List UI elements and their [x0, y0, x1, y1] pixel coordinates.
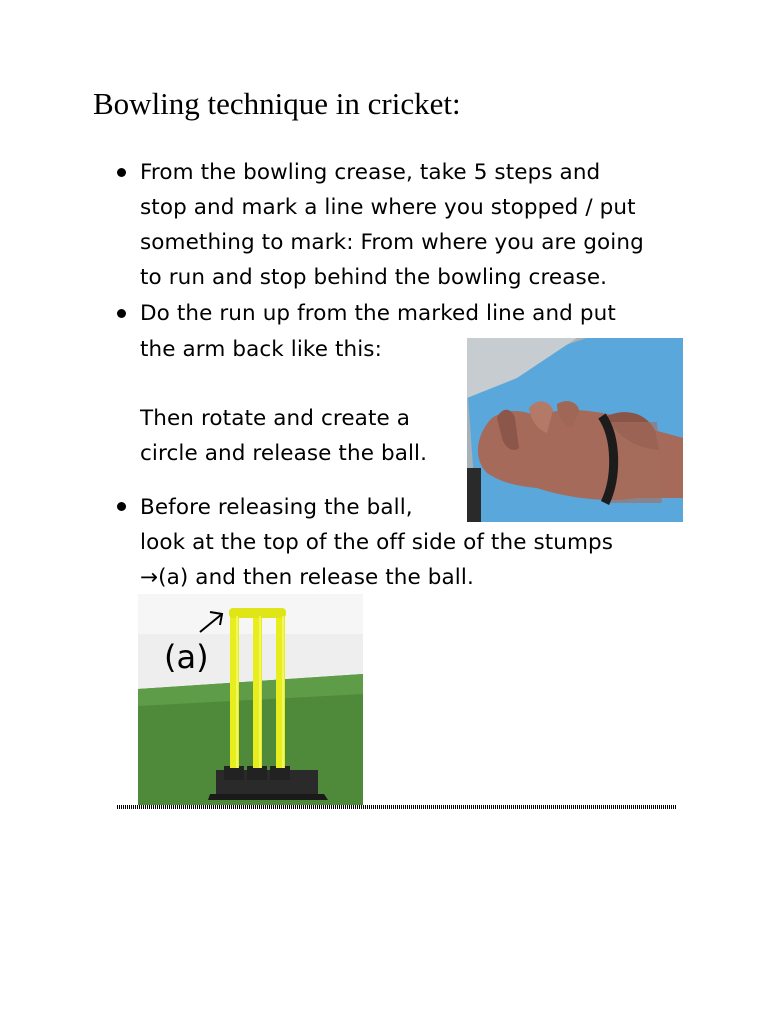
- bullet-3-line-3: (a) and then release the ball.: [158, 565, 474, 590]
- bullet-3-line-3-wrap: [140, 560, 474, 595]
- divider-line: [117, 805, 676, 809]
- bullet-2-line-2: the arm back like this:: [140, 337, 382, 362]
- bullet-dot: [117, 309, 126, 318]
- bullet-3-line-1: Before releasing the ball,: [140, 495, 413, 520]
- bullet-1-line-4: to run and stop behind the bowling crease.: [140, 265, 608, 290]
- document-title: Bowling technique in cricket:: [93, 86, 461, 121]
- bullet-3-line-2: look at the top of the off side of the stumps: [140, 530, 614, 555]
- bullet-1-line-3: something to mark: From where you are going: [140, 230, 644, 255]
- arrow-right-icon: →: [140, 565, 159, 590]
- bullet-dot: [117, 168, 126, 177]
- bullet-2-line-3: Then rotate and create a: [140, 406, 411, 431]
- bullet-1-line-2: stop and mark a line where you stopped / put: [140, 195, 636, 220]
- stumps-photo: [138, 594, 363, 806]
- bullet-dot: [117, 502, 126, 511]
- stumps-annotation-a: (a): [164, 638, 209, 676]
- bullet-2-line-4: circle and release the ball.: [140, 441, 428, 466]
- arm-back-photo: [467, 338, 683, 522]
- bullet-2-line-1: Do the run up from the marked line and put: [140, 301, 616, 326]
- bullet-1-line-1: From the bowling crease, take 5 steps and: [140, 160, 601, 185]
